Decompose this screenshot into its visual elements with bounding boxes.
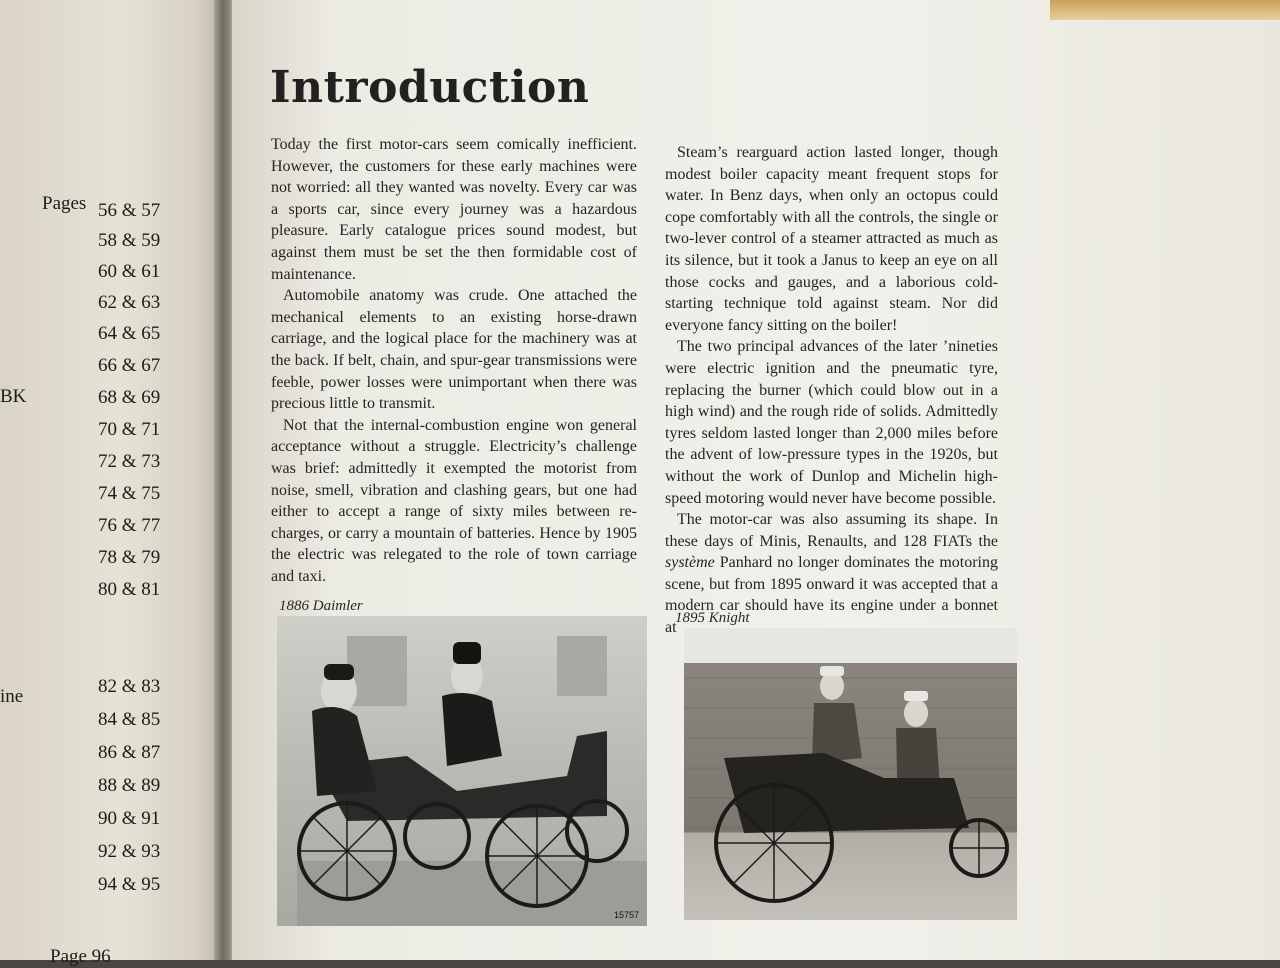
book-cover-edge [1050, 0, 1280, 20]
toc-footer: Page 96 [50, 946, 111, 967]
text-run: The motor-car was also assuming its shape. In these days of Minis, Renaults, and 128 FIATs the [665, 511, 998, 550]
toc-entry: 94 & 95 [98, 874, 161, 895]
daimler-illustration [277, 616, 647, 926]
toc-pages-label: Pages [42, 193, 87, 214]
photo-number: 15757 [613, 910, 639, 920]
toc-entry: 90 & 91 [98, 808, 161, 829]
toc-entry: 80 & 81 [98, 579, 161, 600]
toc-entry: 76 & 77 [98, 515, 161, 536]
toc-entry: 82 & 83 [98, 676, 161, 697]
toc-fragment: BK [0, 386, 27, 407]
knight-illustration [684, 628, 1017, 920]
toc-entry: 84 & 85 [98, 709, 161, 730]
photo-caption-knight: 1895 Knight [675, 610, 750, 626]
toc-entry: 56 & 57 [98, 200, 161, 221]
toc-entry: 66 & 67 [98, 355, 161, 376]
toc-entry: 74 & 75 [98, 483, 161, 504]
text-run: Panhard no longer dominates the motoring scene, but from 1895 onward it was accepted that a modern car should have its engine under a bonnet at [665, 554, 998, 637]
toc-entry: 78 & 79 [98, 547, 161, 568]
toc-entry: 72 & 73 [98, 451, 161, 472]
toc-entry: 88 & 89 [98, 775, 161, 796]
photo-1886-daimler [277, 616, 647, 926]
photo-1895-knight [684, 628, 1017, 920]
toc-entry: 64 & 65 [98, 323, 161, 344]
paragraph: Not that the internal-combustion engine won general acceptance without a struggle. Electricity’s challenge was brief: admittedly it exempted the motorist from noise, smell, vibration and clashing gears, but one had either to accept a range of sixty miles between re-charges, or carry a mountain of batteries. Hence by 1905 the electric was relegated to the role of town carriage and taxi. [271, 416, 637, 585]
paragraph: Today the first motor-cars seem comically inefficient. However, the customers for these early machines were not worried: all they wanted was novelty. Every car was a sports car, since every journey was a hazardous pleasure. Early catalogue prices sound modest, but against them must be set the then formidable cost of maintenance. [271, 136, 637, 283]
photo-caption-daimler: 1886 Daimler [279, 598, 363, 614]
toc-entry: 62 & 63 [98, 292, 161, 313]
toc-fragment: ine [0, 686, 24, 707]
toc-entry: 68 & 69 [98, 387, 161, 408]
text-column-right [665, 142, 998, 639]
text-column-left [271, 134, 637, 587]
toc-entry: 58 & 59 [98, 230, 161, 251]
paragraph: The two principal advances of the later ’nineties were electric ignition and the pneumatic tyre, replacing the burner (which could blow out in a high wind) and the rough ride of solids. Admittedly tyres seldom lasted longer than 2,000 miles before the advent of low-pressure types in the 1920s, but without the work of Dunlop and Michelin high-speed motoring would never have become possible. [665, 338, 998, 507]
toc-entry: 70 & 71 [98, 419, 161, 440]
italic-term: système [665, 554, 715, 572]
toc-entry: 60 & 61 [98, 261, 161, 282]
toc-entry: 92 & 93 [98, 841, 161, 862]
toc-entry: 86 & 87 [98, 742, 161, 763]
paragraph: Steam’s rearguard action lasted longer, though modest boiler capacity meant frequent stops for water. In Benz days, when only an octopus could cope comfortably with all the controls, the single or two-lever control of a steamer attracted as much as its silence, but it took a Janus to keep an eye on all those cocks and gauges, and a laborious cold-starting technique told against steam. Nor did everyone fancy sitting on the boiler! [665, 144, 998, 334]
paragraph: Automobile anatomy was crude. One attached the mechanical elements to an existing horse-drawn carriage, and the logical place for the machinery was at the back. If belt, chain, and spur-gear transmissions were feeble, power losses were unimportant when there was precious little to transmit. [271, 287, 637, 413]
page-title: Introduction [270, 62, 590, 113]
